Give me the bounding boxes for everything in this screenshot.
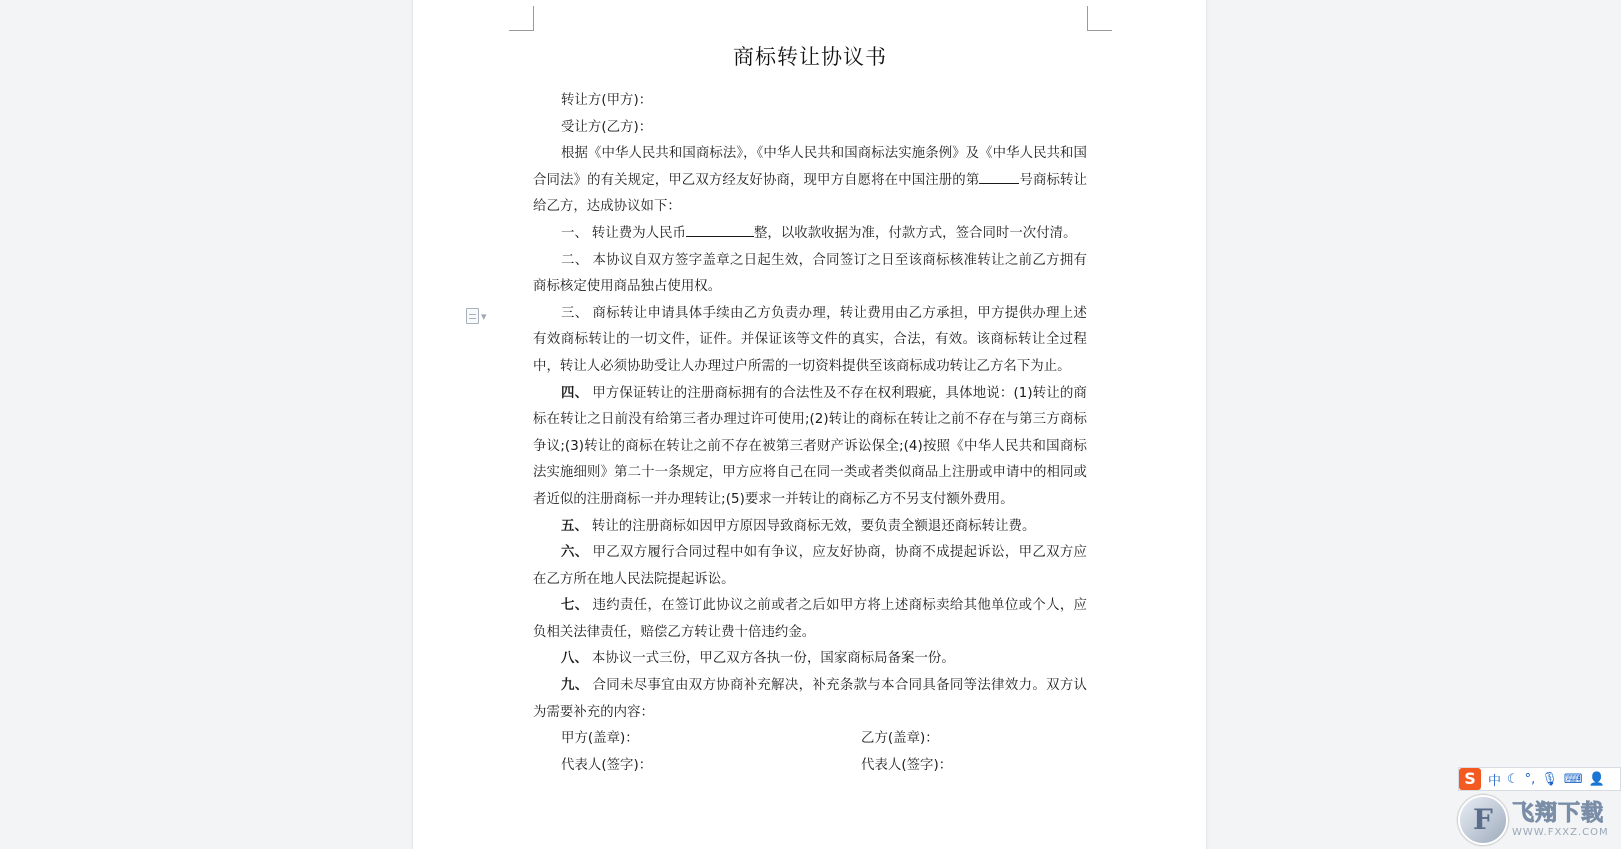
clause-number: 五、 bbox=[561, 518, 588, 534]
clause-3-text: 商标转让申请具体手续由乙方负责办理，转让费用由乙方承担，甲方提供办理上述有效商标转让的一切文件，证件。并保证该等文件的真实，合法，有效。该商标转让全过程中，转让人必须协助受让人办理过户所需的一切资料提供至该商标成功转让乙方名下为止。 bbox=[533, 305, 1088, 374]
input-mode-toggle[interactable]: 中 bbox=[1488, 773, 1502, 789]
amount-blank bbox=[686, 221, 754, 237]
document-icon bbox=[466, 308, 479, 324]
document-body[interactable] bbox=[533, 40, 1087, 779]
clause-4-text: 甲方保证转让的注册商标拥有的合法性及不存在权利瑕疵，具体地说：(1)转让的商标在转让之日前没有给第三者办理过许可使用;(2)转让的商标在转让之前不存在与第三方商标争议;(3)转让的商标在转让之前不存在被第三者财产诉讼保全;(4)按照《中华人民共和国商标法实施细则》第二十一条规定，甲方应将自己在同一类或者类似商品上注册或申请中的相同或者近似的注册商标一并办理转让;(5)要求一并转让的商标乙方不另支付额外费用。 bbox=[533, 385, 1087, 507]
page-margin-corner-top-right bbox=[1087, 6, 1112, 31]
clause-number: 六、 bbox=[561, 545, 589, 561]
chevron-down-icon: ▾ bbox=[481, 309, 487, 323]
transferor-label: 转让方(甲方)： bbox=[561, 93, 653, 108]
ime-toolbar[interactable] bbox=[1458, 767, 1621, 791]
party-a-seal-label: 甲方(盖章)： bbox=[561, 731, 639, 747]
intro-end-text: 号商标转让给乙方，达成协议如下： bbox=[533, 172, 1088, 215]
signature-row-seal bbox=[533, 726, 1087, 753]
clause-5 bbox=[533, 514, 1087, 541]
clause-2-text: 本协议自双方签字盖章之日起生效，合同签订之日至该商标核准转让之前乙方拥有商标核定使用商品独占使用权。 bbox=[533, 252, 1088, 295]
punctuation-icon[interactable]: °, bbox=[1524, 771, 1536, 787]
clause-7-text: 违约责任，在签订此协议之前或者之后如甲方将上述商标卖给其他单位或个人，应负相关法律责任，赔偿乙方转让费十倍违约金。 bbox=[533, 598, 1088, 640]
clause-4 bbox=[533, 381, 1087, 514]
clause-1-text-a: 转让费为人民币 bbox=[591, 225, 686, 241]
sogou-logo-icon[interactable]: S bbox=[1459, 768, 1481, 790]
clause-6-text: 甲乙双方履行合同过程中如有争议，应友好协商，协商不成提起诉讼，甲乙双方应在乙方所在地人民法院提起诉讼。 bbox=[533, 545, 1088, 587]
microphone-icon[interactable]: 🎙 bbox=[1541, 771, 1558, 787]
party-b-rep-label: 代表人(签字)： bbox=[861, 757, 953, 773]
clause-6 bbox=[533, 540, 1087, 593]
clause-1 bbox=[533, 221, 1087, 248]
clause-3 bbox=[533, 301, 1087, 381]
registration-number-blank bbox=[979, 168, 1019, 184]
transferee-line bbox=[533, 115, 1087, 142]
clause-number: 三、 bbox=[561, 305, 589, 321]
document-title: 商标转让协议书 bbox=[733, 45, 887, 69]
transferor-line bbox=[533, 88, 1087, 115]
intro-text: 根据《中华人民共和国商标法》，《中华人民共和国商标法实施条例》及《中华人民共和国合同法》的有关规定，甲乙双方经友好协商，现甲方自愿将在中国注册的第 bbox=[533, 146, 1087, 188]
clause-number: 九、 bbox=[561, 678, 589, 694]
watermark-url: WWW.FXXZ.COM bbox=[1512, 827, 1609, 838]
party-a-rep-label: 代表人(签字)： bbox=[561, 757, 653, 773]
watermark-name: 飞翔下载 bbox=[1512, 801, 1605, 826]
clause-number: 八、 bbox=[561, 651, 588, 667]
clause-8-text: 本协议一式三份，甲乙双方各执一份，国家商标局备案一份。 bbox=[591, 651, 955, 667]
clause-1-text-b: 整，以收款收据为准，付款方式，签合同时一次付清。 bbox=[753, 225, 1077, 241]
clause-9-text: 合同未尽事宜由双方协商补充解决，补充条款与本合同具备同等法律效力。双方认为需要补充的内容： bbox=[533, 678, 1088, 720]
clause-8 bbox=[533, 646, 1087, 673]
document-page[interactable] bbox=[413, 0, 1206, 849]
page-margin-corner-top-left bbox=[509, 6, 534, 31]
user-icon[interactable]: 👤 bbox=[1588, 771, 1605, 787]
clause-number: 一、 bbox=[561, 225, 588, 241]
transferee-label: 受让方(乙方)： bbox=[561, 119, 653, 135]
clause-2 bbox=[533, 248, 1087, 301]
moon-icon[interactable]: ☾ bbox=[1507, 771, 1519, 787]
watermark bbox=[1458, 791, 1621, 849]
clause-number: 二、 bbox=[561, 252, 589, 268]
party-b-seal-label: 乙方(盖章)： bbox=[861, 731, 939, 747]
intro-paragraph bbox=[533, 141, 1087, 221]
clause-number: 七、 bbox=[561, 598, 589, 614]
clause-7 bbox=[533, 593, 1087, 646]
signature-row-rep bbox=[533, 753, 1087, 780]
clause-5-text: 转让的注册商标如因甲方原因导致商标无效，要负责全额退还商标转让费。 bbox=[591, 518, 1036, 534]
clause-9 bbox=[533, 673, 1087, 726]
watermark-text bbox=[1512, 801, 1609, 839]
watermark-logo: F bbox=[1458, 795, 1508, 845]
clause-number: 四、 bbox=[561, 385, 589, 401]
paragraph-options-icon[interactable] bbox=[466, 308, 496, 324]
keyboard-icon[interactable]: ⌨ bbox=[1563, 771, 1583, 787]
